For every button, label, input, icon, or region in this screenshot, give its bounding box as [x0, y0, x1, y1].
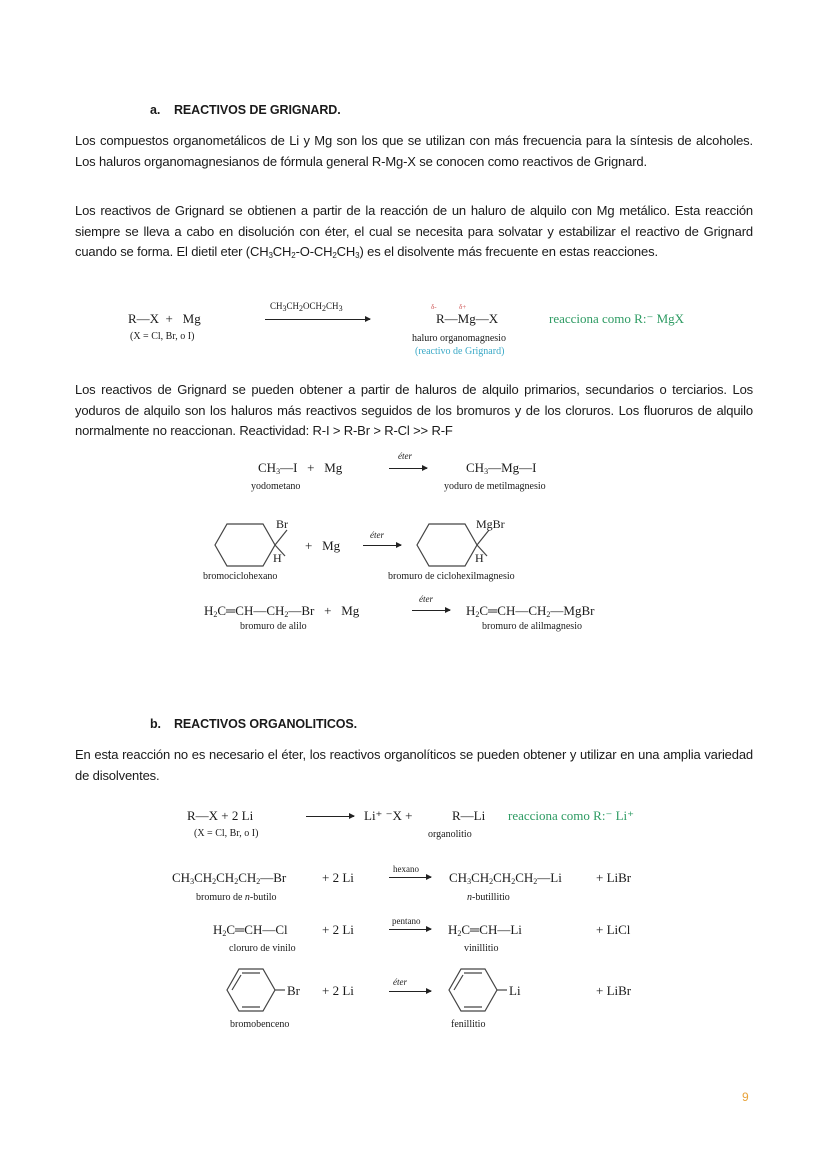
product-name: bromuro de alilmagnesio	[482, 621, 582, 632]
product-formula: $CH_3CH_2CH_2CH_2—Li$	[449, 870, 562, 886]
organolithium-byproduct: Li⁺ ⁻X +	[364, 808, 413, 823]
grignard-reactant: R—X + Mg	[128, 311, 201, 326]
reaction-arrow	[389, 991, 431, 992]
paragraph-reactivity: Los reactivos de Grignard se pueden obtener a partir de haluros de alquilo primarios, secundarios o terciarios. Los yoduros de alquilo son los haluros más reactivos seguidos de los bromuros y de los cloruros. Los fluoruros de alquilo normalmente no reaccionan. Reactividad: R-I > R-Br > R-Cl >> R-F	[75, 382, 753, 438]
organolithium-reacts-as: reacciona como R:⁻ Li⁺	[508, 808, 634, 823]
grignard-reacts-as: reacciona como R:⁻ MgX	[549, 311, 685, 326]
section-a-title: REACTIVOS DE GRIGNARD.	[174, 103, 341, 117]
product-hydrogen: H	[475, 551, 484, 565]
grignard-halogen-note: (X = Cl, Br, o I)	[130, 331, 195, 342]
page-number: 9	[742, 1090, 749, 1104]
reactant-name: cloruro de vinilo	[229, 943, 296, 954]
reagent: + 2 Li	[322, 983, 354, 998]
reagent: + Mg	[305, 538, 341, 553]
section-a-heading	[150, 103, 341, 117]
reactant-name: bromuro de alilo	[240, 621, 307, 632]
reactant-name: bromobenceno	[230, 1019, 290, 1030]
reagent: + 2 Li	[322, 922, 354, 937]
solvent-label: pentano	[392, 916, 421, 926]
reagent: + 2 Li	[322, 870, 354, 885]
organolithium-product: R—Li	[452, 808, 486, 823]
section-b-heading	[150, 717, 357, 731]
grignard-product-note: (reactivo de Grignard)	[415, 346, 505, 357]
cyclohexane-ring-icon	[215, 522, 275, 568]
product-substituent: Li	[509, 983, 521, 998]
byproduct: + LiBr	[596, 983, 632, 998]
reaction-arrow	[389, 929, 431, 930]
reactant-formula: $H_2C═CH—Cl$	[213, 922, 288, 938]
solvent-label: éter	[398, 451, 412, 461]
organolithium-product-name: organolitio	[428, 829, 472, 840]
grignard-solvent-label: $CH_3CH_2OCH_2CH_3$	[270, 301, 343, 313]
product-formula: $H_2C═CH—CH_2—MgBr$	[466, 603, 595, 619]
section-b-title: REACTIVOS ORGANOLITICOS.	[174, 717, 358, 731]
byproduct: + LiCl	[596, 922, 631, 937]
reaction-arrow	[389, 468, 427, 469]
product-name: n-butillitio	[467, 892, 510, 903]
section-a-letter: a.	[150, 103, 161, 117]
product-substituent: MgBr	[476, 517, 505, 531]
reactant-hydrogen: H	[273, 551, 282, 565]
organolithium-reactant: R—X + 2 Li	[187, 808, 254, 823]
solvent-label: hexano	[393, 864, 419, 874]
grignard-product: R—Mg—X	[436, 311, 499, 326]
reaction-arrow	[265, 319, 370, 320]
reaction-arrow	[306, 816, 354, 817]
solvent-label: éter	[393, 977, 407, 987]
solvent-label: éter	[370, 530, 384, 540]
cyclohexane-ring-icon	[417, 522, 477, 568]
reactant-substituent: Br	[276, 517, 288, 531]
reaction-arrow	[363, 545, 401, 546]
paragraph-organolithium: En esta reacción no es necesario el éter, los reactivos organolíticos se pueden obtener y utilizar en una amplia variedad de disolventes.	[75, 747, 753, 783]
reactant-name: bromuro de n-butilo	[196, 892, 277, 903]
paragraph-intro: Los compuestos organometálicos de Li y Mg son los que se utilizan con más frecuencia para la síntesis de alcoholes. Los haluros organomagnesianos de fórmula general R-Mg-X se conocen como reactivos de Grignard.	[75, 133, 753, 169]
reactant-formula: $CH_3CH_2CH_2CH_2—Br$	[172, 870, 287, 886]
product-formula: $CH_3—Mg—I$	[466, 460, 537, 476]
delta-plus: δ+	[459, 303, 467, 311]
reactant-name: bromociclohexano	[203, 571, 278, 582]
section-b-letter: b.	[150, 717, 161, 731]
solvent-label: éter	[419, 594, 433, 604]
reaction-arrow	[389, 877, 431, 878]
reactant-formula: $H_2C═CH—CH_2—Br + Mg$	[204, 603, 360, 619]
product-name: fenillitio	[451, 1019, 486, 1030]
product-name: vinillitio	[464, 943, 499, 954]
reaction-arrow	[412, 610, 450, 611]
byproduct: + LiBr	[596, 870, 632, 885]
delta-minus: δ-	[431, 303, 437, 311]
reactant-substituent: Br	[287, 983, 300, 998]
product-name: yoduro de metilmagnesio	[444, 481, 546, 492]
product-formula: $H_2C═CH—Li$	[448, 922, 522, 938]
benzene-ring-icon	[227, 967, 275, 1013]
reactant-name: yodometano	[251, 481, 301, 492]
grignard-product-name: haluro organomagnesio	[412, 333, 506, 344]
product-name: bromuro de ciclohexilmagnesio	[388, 571, 515, 582]
benzene-ring-icon	[449, 967, 497, 1013]
organolithium-halogen-note: (X = Cl, Br, o I)	[194, 828, 259, 839]
paragraph-grignard-formation: Los reactivos de Grignard se obtienen a partir de la reacción de un haluro de alquilo con Mg metálico. Esta reacción siempre se lleva a cabo en disolución con éter, el cual se necesita para solvatar y estabilizar el reactivo de Grignard cuando se forma. El dietil eter $(CH_3CH_2-O-CH_2CH_3)$ es el disolvente más frecuente en estas reacciones.	[75, 203, 753, 260]
reactant-formula: $CH_3—I + Mg$	[258, 460, 343, 476]
